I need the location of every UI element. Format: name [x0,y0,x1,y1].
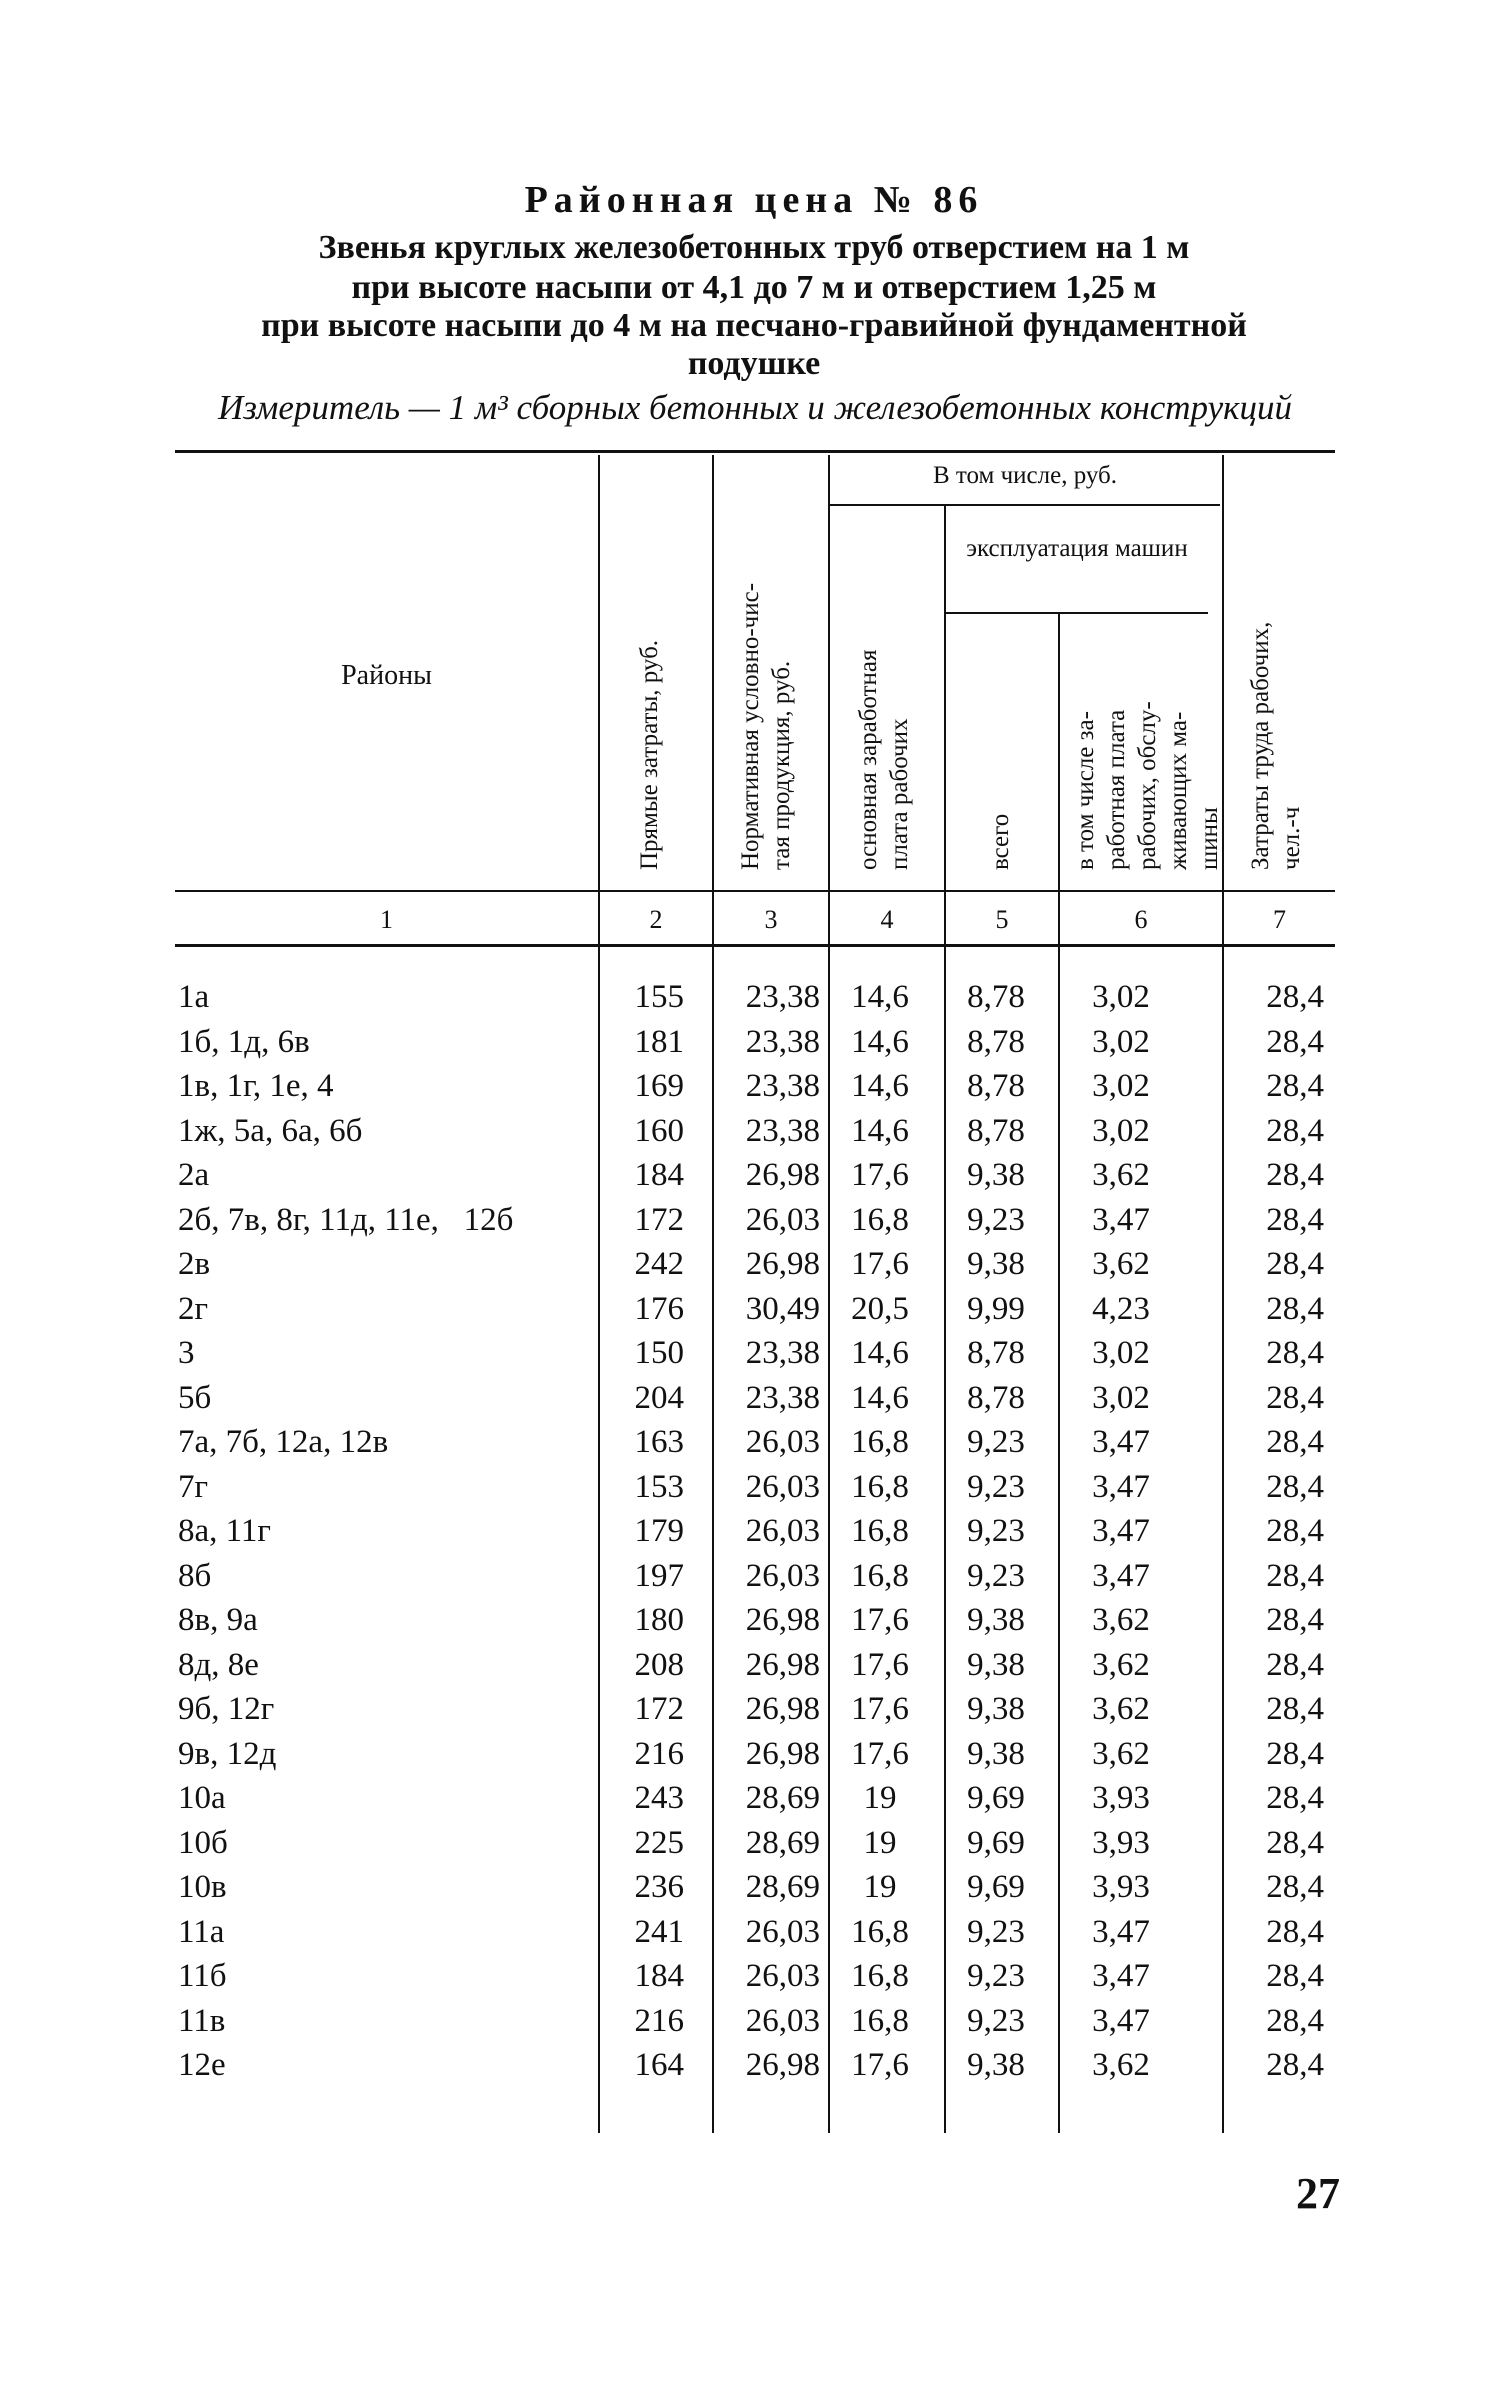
table-cell-col7: 28,4 [1266,1646,1324,1683]
table-cell-col6: 3,62 [1092,1735,1150,1772]
table-cell-col2: 172 [634,1201,684,1238]
table-cell-col6: 3,93 [1092,1780,1150,1816]
header-total: всего [987,813,1014,870]
table-cell-col5: 9,23 [967,2002,1025,2039]
table-cell-col5: 8,78 [967,1068,1025,1104]
table-cell-col7: 28,4 [1266,1513,1324,1549]
table-cell-col2: 242 [634,1246,684,1282]
table-cell-col2: 172 [634,1691,684,1727]
table-cell-col4: 17,6 [851,1646,909,1683]
table-cell-col1: 1а [178,979,210,1015]
table-cell-col5: 9,23 [967,1557,1025,1594]
table-cell-col4: 17,6 [851,1602,909,1638]
table-cell-col1: 7а, 7б, 12а, 12в [178,1424,389,1460]
table-cell-col5: 9,99 [967,1290,1025,1327]
table-cell-col2: 241 [634,1913,684,1950]
table-cell-col6: 3,47 [1092,1468,1150,1505]
table-cell-col2: 216 [634,2002,684,2039]
table-cell-col5: 9,23 [967,1201,1025,1238]
table-cell-col5: 9,38 [967,1735,1025,1772]
header-base-wage: основная заработная плата рабочих [855,649,913,870]
table-cell-col7: 28,4 [1266,1468,1324,1505]
table-cell-col1: 1ж, 5а, 6а, 6б [178,1112,363,1149]
subtitle-line-4: подушке [687,345,821,382]
table-cell-col5: 9,69 [967,1869,1025,1905]
table-cell-col1: 8в, 9а [178,1602,258,1638]
table-cell-col2: 216 [634,1735,684,1772]
table-cell-col2: 197 [634,1557,684,1594]
table-cell-col2: 225 [634,1824,684,1861]
table-cell-col5: 9,23 [967,1958,1025,1994]
table-cell-col3: 26,03 [745,1513,820,1549]
table-cell-col2: 243 [634,1780,684,1816]
table-cell-col1: 9б, 12г [178,1691,275,1727]
table-cell-col4: 14,6 [851,1379,909,1416]
table-cell-col3: 26,03 [745,1201,820,1238]
measure-unit: Измеритель — 1 м³ сборных бетонных и железобетонных конструкций [217,388,1292,427]
table-cell-col3: 26,98 [745,1691,820,1727]
colnum-7: 7 [1273,905,1286,934]
table-cell-col3: 26,03 [745,1468,820,1505]
table-cell-col3: 23,38 [745,1112,820,1149]
header-normative: Нормативная условно-чис- тая продукция, руб. [737,582,795,870]
table-cell-col4: 16,8 [851,1958,909,1994]
table-cell-col3: 26,03 [745,1958,820,1994]
page-number: 27 [1296,2169,1340,2218]
table-cell-col1: 10а [178,1780,226,1816]
table-cell-col6: 3,02 [1092,1335,1150,1371]
table-cell-col7: 28,4 [1266,1201,1324,1238]
table-cell-col1: 2г [178,1290,209,1327]
table-cell-col5: 9,38 [967,1246,1025,1282]
table-cell-col1: 8д, 8е [178,1646,259,1683]
table-cell-col3: 26,98 [745,1646,820,1683]
table-cell-col1: 8б [178,1557,212,1594]
table-cell-col1: 10б [178,1824,228,1861]
table-cell-col4: 16,8 [851,1424,909,1460]
table-cell-col7: 28,4 [1266,1023,1324,1060]
table-cell-col6: 3,47 [1092,1513,1150,1549]
table-cell-col7: 28,4 [1266,1780,1324,1816]
table-cell-col7: 28,4 [1266,1112,1324,1149]
subtitle-line-3: при высоте насыпи до 4 м на песчано-гравийной фундаментной [261,307,1247,344]
table-cell-col2: 184 [634,1958,684,1994]
table-cell-col6: 4,23 [1092,1290,1150,1327]
table-cell-col6: 3,62 [1092,1602,1150,1638]
table-cell-col2: 184 [634,1157,684,1193]
table-cell-col4: 14,6 [851,1335,909,1371]
header-machine-op: эксплуатация машин [966,535,1188,562]
table-cell-col2: 164 [634,2047,684,2083]
table-cell-col3: 26,03 [745,2002,820,2039]
table-cell-col7: 28,4 [1266,1602,1324,1638]
table-cell-col7: 28,4 [1266,1958,1324,1994]
table-cell-col1: 11б [178,1958,227,1994]
table-cell-col4: 16,8 [851,1513,909,1549]
table-cell-col4: 17,6 [851,1157,909,1193]
table-cell-col5: 9,69 [967,1780,1025,1816]
table-cell-col7: 28,4 [1266,1157,1324,1193]
table-cell-col6: 3,02 [1092,1068,1150,1104]
table-cell-col5: 9,38 [967,1691,1025,1727]
table-cell-col7: 28,4 [1266,1424,1324,1460]
table-cell-col7: 28,4 [1266,1869,1324,1905]
table-cell-col6: 3,62 [1092,1157,1150,1193]
table-cell-col7: 28,4 [1266,1246,1324,1282]
table-cell-col2: 236 [634,1869,684,1905]
table-cell-col1: 3 [178,1335,195,1371]
table-cell-col6: 3,93 [1092,1824,1150,1861]
table-cell-col3: 28,69 [745,1824,820,1861]
table-cell-col5: 9,38 [967,1646,1025,1683]
table-cell-col7: 28,4 [1266,1913,1324,1950]
table-cell-col6: 3,47 [1092,1958,1150,1994]
table-cell-col5: 8,78 [967,1379,1025,1416]
table-cell-col4: 16,8 [851,2002,909,2039]
table-cell-col3: 23,38 [745,1379,820,1416]
table-cell-col6: 3,47 [1092,1201,1150,1238]
table-top-rule [175,450,1335,453]
table-cell-col5: 9,23 [967,1468,1025,1505]
table-cell-col3: 26,98 [745,1735,820,1772]
table-cell-col2: 208 [634,1646,684,1683]
table-cell-col5: 9,23 [967,1424,1025,1460]
table-cell-col4: 16,8 [851,1913,909,1950]
table-cell-col5: 9,23 [967,1913,1025,1950]
table-cell-col2: 181 [634,1023,684,1060]
header-incl-wage: в том числе за- работная плата рабочих, обслу- живающих ма- шины [1072,701,1223,870]
colnum-1: 1 [380,905,393,934]
table-cell-col7: 28,4 [1266,1379,1324,1416]
header-labor: Затраты труда рабочих, чел.-ч [1247,621,1305,870]
table-cell-col3: 23,38 [745,1023,820,1060]
table-cell-col5: 9,38 [967,1157,1025,1193]
table-cell-col4: 19 [863,1824,897,1861]
table-cell-col6: 3,62 [1092,1646,1150,1683]
table-cell-col2: 169 [634,1068,684,1104]
table-cell-col2: 180 [634,1602,684,1638]
table-cell-col5: 9,69 [967,1824,1025,1861]
table-cell-col1: 11а [178,1913,225,1950]
table-cell-col5: 8,78 [967,1112,1025,1149]
table-cell-col1: 12е [178,2047,226,2083]
table-cell-col3: 26,98 [745,1246,820,1282]
table-cell-col6: 3,02 [1092,979,1150,1015]
table-cell-col1: 1б, 1д, 6в [178,1023,310,1060]
table-cell-col4: 17,6 [851,1246,909,1282]
table-cell-col6: 3,47 [1092,2002,1150,2039]
table-cell-col7: 28,4 [1266,2047,1324,2083]
table-cell-col4: 14,6 [851,1023,909,1060]
table-cell-col3: 26,98 [745,2047,820,2083]
table-cell-col3: 26,03 [745,1557,820,1594]
table-cell-col4: 14,6 [851,1112,909,1149]
table-cell-col6: 3,02 [1092,1379,1150,1416]
table-cell-col2: 176 [634,1290,684,1327]
table-cell-col4: 16,8 [851,1201,909,1238]
table-cell-col7: 28,4 [1266,979,1324,1015]
table-cell-col3: 26,98 [745,1157,820,1193]
table-cell-col7: 28,4 [1266,1557,1324,1594]
table-cell-col5: 9,38 [967,2047,1025,2083]
table-cell-col3: 26,03 [745,1913,820,1950]
table-cell-col7: 28,4 [1266,1735,1324,1772]
table-cell-col3: 23,38 [745,979,820,1015]
header-regions: Районы [341,660,432,691]
header-direct-costs: Прямые затраты, руб. [636,639,663,870]
table-cell-col1: 9в, 12д [178,1735,277,1772]
machine-rule [946,612,1208,614]
table-cell-col2: 150 [634,1335,684,1371]
table-cell-col1: 2а [178,1157,210,1193]
table-cell-col7: 28,4 [1266,1335,1324,1371]
table-cell-col4: 19 [863,1869,897,1905]
table-cell-col4: 20,5 [851,1290,909,1327]
table-cell-col2: 179 [634,1513,684,1549]
colnum-2: 2 [649,905,663,934]
table-cell-col3: 23,38 [745,1068,820,1104]
colnum-4: 4 [880,905,894,934]
header-in-that: В том числе, руб. [932,462,1118,489]
table-cell-col6: 3,02 [1092,1112,1150,1149]
table-cell-col1: 11в [178,2002,226,2039]
table-cell-col4: 14,6 [851,1068,909,1104]
table-cell-col3: 30,49 [745,1290,820,1327]
table-cell-col6: 3,47 [1092,1913,1150,1950]
table-cell-col5: 9,23 [967,1513,1025,1549]
colnum-3: 3 [764,905,778,934]
table-cell-col1: 10в [178,1869,227,1905]
in-that-rule [830,504,1220,506]
table-cell-col6: 3,62 [1092,1246,1150,1282]
table-cell-col6: 3,47 [1092,1424,1150,1460]
table-cell-col5: 8,78 [967,1335,1025,1371]
table-cell-col6: 3,62 [1092,1691,1150,1727]
header-bottom-rule [175,890,1335,892]
table-cell-col1: 7г [178,1468,209,1505]
table-cell-col5: 8,78 [967,979,1025,1015]
table-cell-col7: 28,4 [1266,1290,1324,1327]
colnum-5: 5 [995,905,1009,934]
subtitle-line-2: при высоте насыпи от 4,1 до 7 м и отверстием 1,25 м [351,269,1157,306]
table-cell-col5: 9,38 [967,1602,1025,1638]
subtitle-line-1: Звенья круглых железобетонных труб отверстием на 1 м [318,229,1190,266]
table-cell-col2: 155 [634,979,684,1015]
table-cell-col1: 2в [178,1246,211,1282]
table-cell-col7: 28,4 [1266,1824,1324,1861]
table-cell-col4: 16,8 [851,1468,909,1505]
table-cell-col3: 28,69 [745,1780,820,1816]
table-cell-col1: 1в, 1г, 1е, 4 [178,1068,334,1104]
table-cell-col3: 28,69 [745,1869,820,1905]
table-cell-col7: 28,4 [1266,2002,1324,2039]
table-cell-col4: 17,6 [851,1691,909,1727]
table-cell-col7: 28,4 [1266,1068,1324,1104]
table-cell-col2: 204 [634,1379,684,1416]
table-cell-col6: 3,02 [1092,1023,1150,1060]
table-cell-col3: 23,38 [745,1335,820,1371]
table-cell-col2: 153 [634,1468,684,1505]
table-cell-col1: 5б [178,1379,212,1416]
table-cell-col4: 16,8 [851,1557,909,1594]
table-cell-col3: 26,98 [745,1602,820,1638]
table-cell-col3: 26,03 [745,1424,820,1460]
table-cell-col6: 3,62 [1092,2047,1150,2083]
table-cell-col6: 3,93 [1092,1869,1150,1905]
table-cell-col4: 17,6 [851,1735,909,1772]
table-cell-col1: 8а, 11г [178,1513,271,1549]
page-title: Районная цена № 86 [524,179,984,221]
table-cell-col4: 14,6 [851,979,909,1015]
table-cell-col7: 28,4 [1266,1691,1324,1727]
table-cell-col2: 163 [634,1424,684,1460]
table-cell-col4: 19 [863,1780,897,1816]
colnum-bottom-rule [175,944,1335,947]
table-cell-col2: 160 [634,1112,684,1149]
colnum-6: 6 [1134,905,1148,934]
table-cell-col4: 17,6 [851,2047,909,2083]
table-cell-col6: 3,47 [1092,1557,1150,1594]
table-cell-col5: 8,78 [967,1023,1025,1060]
table-cell-col1: 2б, 7в, 8г, 11д, 11е, 12б [178,1201,514,1238]
